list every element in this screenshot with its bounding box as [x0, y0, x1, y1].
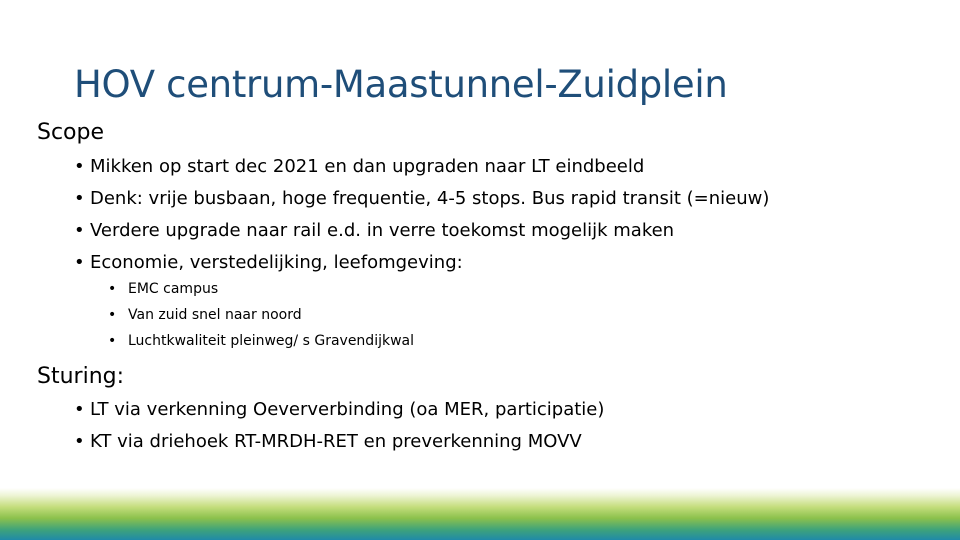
- bullet-icon: •: [74, 220, 85, 241]
- sturing-item-text: LT via verkenning Oeververbinding (oa MER, participatie): [90, 399, 605, 420]
- scope-item-text: Economie, verstedelijking, leefomgeving:: [90, 252, 463, 273]
- sturing-heading: Sturing:: [37, 364, 125, 389]
- scope-item-text: Verdere upgrade naar rail e.d. in verre toekomst mogelijk maken: [90, 220, 675, 241]
- scope-item-text: Mikken op start dec 2021 en dan upgraden naar LT eindbeeld: [90, 156, 645, 177]
- sturing-item: [74, 398, 604, 430]
- sturing-list: [74, 398, 604, 462]
- scope-item: [74, 155, 769, 187]
- scope-subitem-text: Luchtkwaliteit pleinweg/ s Gravendijkwal: [128, 333, 414, 349]
- scope-subitem: [108, 305, 414, 331]
- scope-item-text: Denk: vrije busbaan, hoge frequentie, 4-5 stops. Bus rapid transit (=nieuw): [90, 188, 770, 209]
- bullet-icon: •: [74, 431, 85, 452]
- scope-list: [74, 155, 769, 283]
- bullet-icon: •: [74, 156, 85, 177]
- scope-subitem-text: EMC campus: [128, 281, 219, 297]
- scope-item: [74, 219, 769, 251]
- sturing-item: [74, 430, 604, 462]
- bullet-icon: •: [108, 307, 117, 323]
- slide-title: HOV centrum-Maastunnel-Zuidplein: [74, 62, 728, 106]
- scope-sublist: [108, 279, 414, 357]
- bullet-icon: •: [74, 188, 85, 209]
- scope-heading: Scope: [37, 120, 105, 145]
- bullet-icon: •: [108, 281, 117, 297]
- scope-item: [74, 187, 769, 219]
- scope-subitem: [108, 331, 414, 357]
- bullet-icon: •: [74, 252, 85, 273]
- scope-subitem-text: Van zuid snel naar noord: [128, 307, 302, 323]
- bullet-icon: •: [74, 399, 85, 420]
- sturing-item-text: KT via driehoek RT-MRDH-RET en preverkenning MOVV: [90, 431, 582, 452]
- bullet-icon: •: [108, 333, 117, 349]
- footer-gradient-bar: [0, 488, 960, 540]
- scope-subitem: [108, 279, 414, 305]
